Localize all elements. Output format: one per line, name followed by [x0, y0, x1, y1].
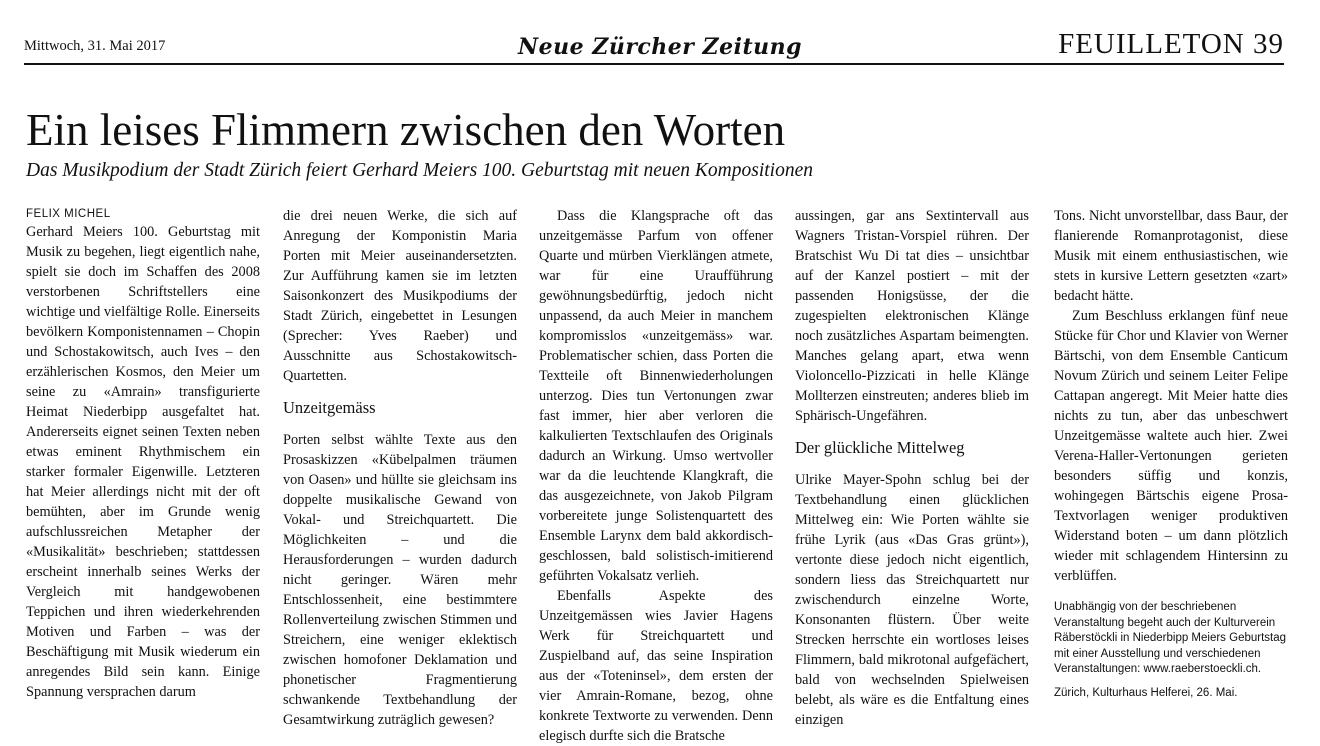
article-column-2	[283, 206, 517, 730]
article-column-3	[539, 206, 773, 746]
place-date: Zürich, Kulturhaus Helferei, 26. Mai.	[1054, 686, 1238, 699]
header-rule	[24, 63, 1284, 65]
subheading-mittelweg: Der glückliche Mittelweg	[795, 438, 965, 457]
section-page-label: FEUILLETON 39	[1058, 28, 1284, 60]
article-column-5	[1054, 206, 1288, 701]
author: FELIX MICHEL	[26, 208, 111, 220]
paragraph-1a: Gerhard Meiers 100. Geburtstag mit Musik zu begehen, liegt eigentlich nahe, spielt sie doch im Schaffen des 2008 verstorbenen Schriftstellers eine wichtige und vielfältige Rolle. Einerseits bevölkern Komponistennamen – Chopin und Schostakowitsch, auch Ives – den erzählerischen Kosmos, den Meier um seine zu «Amrain» transfigurierte Heimat Niederbipp ausgefaltet hat. Andererseits eignet seinen Texten neben etwas eminent Rhythmischem ein starker formaler Eigenwille. Letzteren hat Meier allerdings nicht mit der oft bemühten, aber im Grunde wenig aufschlussreichen Metapher der «Musikalität» beschrieben; stattdessen erscheint innerhalb seines Werks der Vergleich mit handgewobenen Teppichen und ihren wiederkehrenden Motiven und Farben – was der Beschäftigung mit Musik wiederum ein anregendes Bild sein kann. Einige Spannung versprachen darum	[26, 224, 260, 700]
paragraph-4a: Ebenfalls Aspekte des Unzeitgemässen wies Javier Hagens Werk für Streichquartett und Zuspielband auf, das seine Inspiration aus der «Toteninsel», dem ersten der vier Amrain-Romane, bezog, ohne konkrete Textworte zu verwenden. Denn elegisch durfte sich die Bratsche	[539, 588, 773, 744]
paragraph-1b: die drei neuen Werke, die sich auf Anregung der Komponistin Maria Porten mit Meier auseinandersetzten. Zur Aufführung kamen sie im letzten Saisonkonzert des Musikpodiums der Stadt Zürich, eingebettet in Lesungen (Sprecher: Yves Raeber) und Ausschnitte aus Schostakowitsch-Quartetten.	[283, 208, 517, 384]
paragraph-2: Porten selbst wählte Texte aus den Prosaskizzen «Kübelpalmen träumen von Oasen» und hüllte sie gleichsam ins doppelte musikalische Gewand von Vokal- und Streichquartett. Die Möglichkeiten – und die Herausforderungen – wurden dadurch nicht geringer. Wären mehr Entschlossenheit, eine bestimmtere Rollenverteilung zwischen Stimmen und Streichern, eine weniger eklektisch zwischen homofoner Deklamation und phonetischer Fragmentierung schwankende Textbehandlung der Gesamtwirkung zuträglich gewesen?	[283, 432, 517, 728]
headline: Ein leises Flimmern zwischen den Worten	[26, 105, 786, 155]
header-date: Mittwoch, 31. Mai 2017	[24, 38, 166, 54]
paragraph-4b: aussingen, gar ans Sextintervall aus Wagners Tristan-Vorspiel rühren. Der Bratschist Wu Di tat dies – unsichtbar auf der Kanzel postiert – mit der passenden Honigsüsse, der die zugespielten elektronischen Klänge noch zusätzliches Aspartam beimengten. Manches gelang apart, etwa wenn Violoncello-Pizzicati in helle Klänge Mollterzen einstreuten; anderes blieb im Sphärisch-Ungefähren.	[795, 208, 1029, 424]
subheadline: Das Musikpodium der Stadt Zürich feiert Gerhard Meiers 100. Geburtstag mit neuen Kompositionen	[26, 160, 813, 181]
paragraph-5b: Tons. Nicht unvorstellbar, dass Baur, der flanierende Romanprotagonist, diese Musik mit einem enthusiastischen, wie stets in kursive Lettern gesetzten «zart» bedacht hätte.	[1054, 208, 1288, 304]
article-column-1	[26, 206, 260, 702]
paragraph-5a: Ulrike Mayer-Spohn schlug bei der Textbehandlung einen glücklichen Mittelweg ein: Wie Porten wählte sie frühe Lyrik (aus «Das Gras grünt»), vertonte diese jedoch nicht eigentlich, sondern liess das Streichquartett nur zwischendurch einzelne Worte, Konsonanten flüstern. Über weite Strecken herrschte ein wortloses leises Flimmern, bald mikrotonal aufgefächert, bald von wechselnden Spielweisen belebt, als wäre es die Entfaltung eines einzigen	[795, 472, 1029, 728]
newspaper-name: Neue Zürcher Zeitung	[518, 34, 802, 60]
paragraph-3: Dass die Klangsprache oft das unzeitgemässe Parfum von offener Quarte und mürben Vierklängen atmete, war für eine Uraufführung gewöhnungsbedürftig, jedoch nicht unpassend, da auch Meier in manchem kompromisslos «unzeitgemäss» war. Problematischer schien, dass Porten die Textteile oft Binnenwiederholungen unterzog. Dies tun Vertonungen zwar fast immer, hier aber verloren die kalkulierten Textschlaufen des Originals dadurch an Wirkung. Umso wertvoller war da die leuchtende Klangkraft, die das ausgezeichnete, von Jakob Pilgram vorbereitete junge Solistenquartett des Ensemble Larynx dem bald akkordisch-geschlossen, bald solistisch-imitierend geführten Vokalsatz verlieh.	[539, 208, 773, 584]
event-note: Unabhängig von der beschriebenen Veranstaltung begeht auch der Kulturverein Räberstöckli in Niederbipp Meiers Geburtstag mit einer Ausstellung und verschiedenen Veranstaltungen: www.raeberstoeckli.ch.	[1054, 601, 1287, 675]
article-column-4	[795, 206, 1029, 730]
subheading-unzeitgemaess: Unzeitgemäss	[283, 398, 376, 417]
paragraph-6: Zum Beschluss erklangen fünf neue Stücke für Chor und Klavier von Werner Bärtschi, von dem Ensemble Canticum Novum Zürich und seinem Leiter Felipe Cattapan angeregt. Mit Meier hatte dies nichts zu tun, aber das unbeschwert Unzeitgemässe waltete auch hier. Zwei Verena-Haller-Vertonungen gerieten besonders süffig und konzis, wohingegen Bärtschis eigene Prosa-Textvorlagen weniger produktiven Widerstand boten – um dann plötzlich wieder mit schlagendem Hintersinn zu verblüffen.	[1054, 308, 1288, 584]
